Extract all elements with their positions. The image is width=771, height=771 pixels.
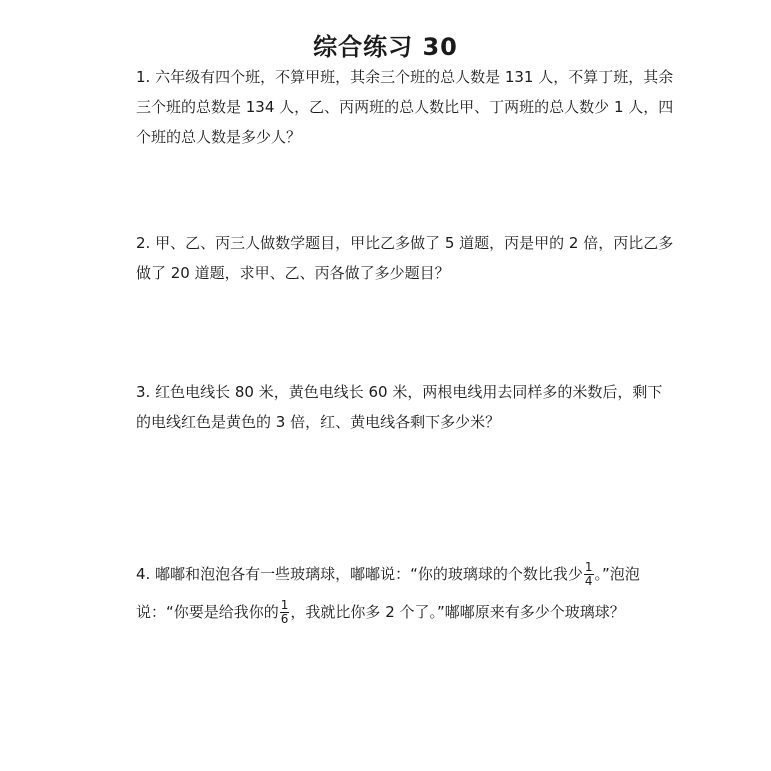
problem-4-text-c: ，我就比你多 2 个了。”嘟嘟原来有多少个玻璃球？: [290, 603, 625, 621]
fraction-denominator: 6: [280, 612, 289, 626]
problem-3: 3. 红色电线长 80 米，黄色电线长 60 米，两根电线用去同样多的米数后，剩下的电线红色是黄色的 3 倍，红、黄电线各剩下多少米？: [136, 383, 663, 431]
fraction-one-sixth: [280, 599, 290, 626]
page-title: 综合练习 30: [313, 33, 458, 61]
fraction-denominator: 4: [584, 574, 593, 588]
fraction-numerator: 1: [280, 598, 289, 612]
problem-4-text-b: 。”泡泡说：“你要是给我你的: [136, 565, 640, 621]
problem-4-text-a: 4. 嘟嘟和泡泡各有一些玻璃球，嘟嘟说：“你的玻璃球的个数比我少: [136, 565, 583, 583]
problem-4: [136, 555, 676, 631]
fraction-one-quarter: [584, 561, 594, 588]
problem-1: 1. 六年级有四个班，不算甲班，其余三个班的总人数是 131 人，不算丁班，其余三个班的总数是 134 人，乙、丙两班的总人数比甲、丁两班的总人数少 1 人，四个班的总人数是多少人？: [136, 68, 674, 146]
problem-2: 2. 甲、乙、丙三人做数学题目，甲比乙多做了 5 道题，丙是甲的 2 倍，丙比乙多做了 20 道题，求甲、乙、丙各做了多少题目？: [136, 234, 674, 282]
fraction-numerator: 1: [584, 560, 593, 574]
